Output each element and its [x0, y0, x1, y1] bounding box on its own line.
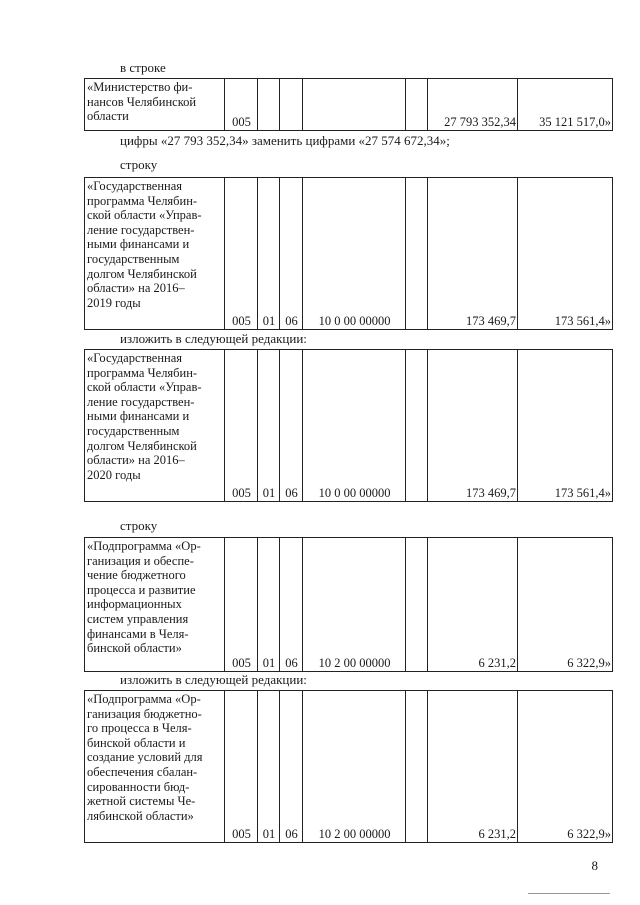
section-cell: 01 — [258, 691, 280, 843]
code-cell: 005 — [225, 178, 258, 330]
footer-divider — [528, 893, 610, 894]
name-line: программа Челябин- — [87, 193, 198, 208]
name-cell — [85, 538, 225, 672]
name-line: государственным — [87, 423, 180, 438]
name-line: бинской области и — [87, 735, 186, 750]
section-cell: 01 — [258, 350, 280, 502]
instruction-row-1: строку — [120, 157, 158, 172]
name-cell — [85, 691, 225, 843]
amount-2018-cell: 6 231,2 — [428, 691, 518, 843]
code-cell: 005 — [225, 79, 258, 131]
amount-2018-cell: 173 469,7 — [428, 350, 518, 502]
amount-2018-cell: 27 793 352,34 — [428, 79, 518, 131]
instruction-restate-1: изложить в следующей редакции: — [120, 331, 307, 346]
name-line: информационных — [87, 597, 182, 612]
subsection-cell: 06 — [280, 691, 303, 843]
name-line: ганизация и обеспе- — [87, 553, 194, 568]
expense-type-cell — [406, 350, 428, 502]
name-line: области» на 2016– — [87, 453, 185, 468]
table-row — [85, 691, 613, 843]
budget-table-program-2019 — [84, 177, 613, 330]
target-item-cell: 10 2 00 00000 — [303, 691, 406, 843]
name-line: жетной системы Че- — [87, 794, 196, 809]
name-line: области — [87, 109, 129, 124]
amount-2019-cell: 6 322,9» — [518, 691, 613, 843]
expense-type-cell — [406, 538, 428, 672]
instruction-restate-2: изложить в следующей редакции: — [120, 672, 307, 687]
subsection-cell: 06 — [280, 538, 303, 672]
name-line: создание условий для — [87, 750, 203, 765]
amount-2019-cell: 6 322,9» — [518, 538, 613, 672]
amount-2019-cell: 173 561,4» — [518, 350, 613, 502]
code-cell: 005 — [225, 350, 258, 502]
instruction-in-row: в строке — [120, 60, 166, 75]
section-cell — [258, 79, 280, 131]
name-line: ными финансами и — [87, 237, 190, 252]
name-line: го процесса в Челя- — [87, 721, 192, 736]
name-line: ление государствен- — [87, 394, 195, 409]
name-line: государственным — [87, 251, 180, 266]
name-line: ными финансами и — [87, 409, 190, 424]
instruction-replace-figures: цифры «27 793 352,34» заменить цифрами «27 574 672,34»; — [120, 133, 450, 148]
code-cell: 005 — [225, 691, 258, 843]
budget-table-subprogram-old — [84, 537, 613, 672]
table-row — [85, 178, 613, 330]
name-line: «Подпрограмма «Ор- — [87, 692, 201, 706]
page-number: 8 — [591, 858, 598, 873]
name-line: ской области «Управ- — [87, 380, 202, 395]
name-line: ганизация бюджетно- — [87, 706, 202, 721]
target-item-cell — [303, 79, 406, 131]
name-line: 2019 годы — [87, 295, 141, 310]
amount-2018-cell: 6 231,2 — [428, 538, 518, 672]
name-line: нансов Челябинской — [87, 94, 197, 109]
name-line: систем управления — [87, 611, 189, 626]
name-line: бинской области» — [87, 641, 182, 656]
name-line: ление государствен- — [87, 222, 195, 237]
name-line: финансами в Челя- — [87, 626, 189, 641]
budget-table-program-2020 — [84, 349, 613, 502]
subsection-cell — [280, 79, 303, 131]
name-line: чение бюджетного — [87, 568, 186, 583]
table-row — [85, 350, 613, 502]
budget-table-subprogram-new — [84, 690, 613, 843]
name-line: ской области «Управ- — [87, 208, 202, 223]
target-item-cell: 10 0 00 00000 — [303, 350, 406, 502]
name-line: программа Челябин- — [87, 365, 198, 380]
table-row — [85, 79, 613, 131]
expense-type-cell — [406, 691, 428, 843]
subsection-cell: 06 — [280, 350, 303, 502]
amount-2018-cell: 173 469,7 — [428, 178, 518, 330]
code-cell: 005 — [225, 538, 258, 672]
amount-2019-cell: 173 561,4» — [518, 178, 613, 330]
name-cell — [85, 178, 225, 330]
name-line: области» на 2016– — [87, 281, 185, 296]
subsection-cell: 06 — [280, 178, 303, 330]
name-line: обеспечения сбалан- — [87, 764, 198, 779]
instruction-row-2: строку — [120, 518, 158, 533]
budget-table-ministry — [84, 78, 613, 131]
name-cell — [85, 79, 225, 131]
name-line: лябинской области» — [87, 808, 194, 823]
name-line: «Государственная — [87, 179, 183, 193]
name-line: «Государственная — [87, 351, 183, 365]
name-line: долгом Челябинской — [87, 438, 197, 453]
name-cell — [85, 350, 225, 502]
section-cell: 01 — [258, 178, 280, 330]
name-line: «Министерство фи- — [87, 80, 193, 94]
table-row — [85, 538, 613, 672]
name-line: «Подпрограмма «Ор- — [87, 539, 201, 553]
expense-type-cell — [406, 178, 428, 330]
name-line: сированности бюд- — [87, 779, 190, 794]
target-item-cell: 10 0 00 00000 — [303, 178, 406, 330]
section-cell: 01 — [258, 538, 280, 672]
target-item-cell: 10 2 00 00000 — [303, 538, 406, 672]
name-line: долгом Челябинской — [87, 266, 197, 281]
name-line: 2020 годы — [87, 467, 141, 482]
name-line: процесса и развитие — [87, 582, 196, 597]
expense-type-cell — [406, 79, 428, 131]
amount-2019-cell: 35 121 517,0» — [518, 79, 613, 131]
